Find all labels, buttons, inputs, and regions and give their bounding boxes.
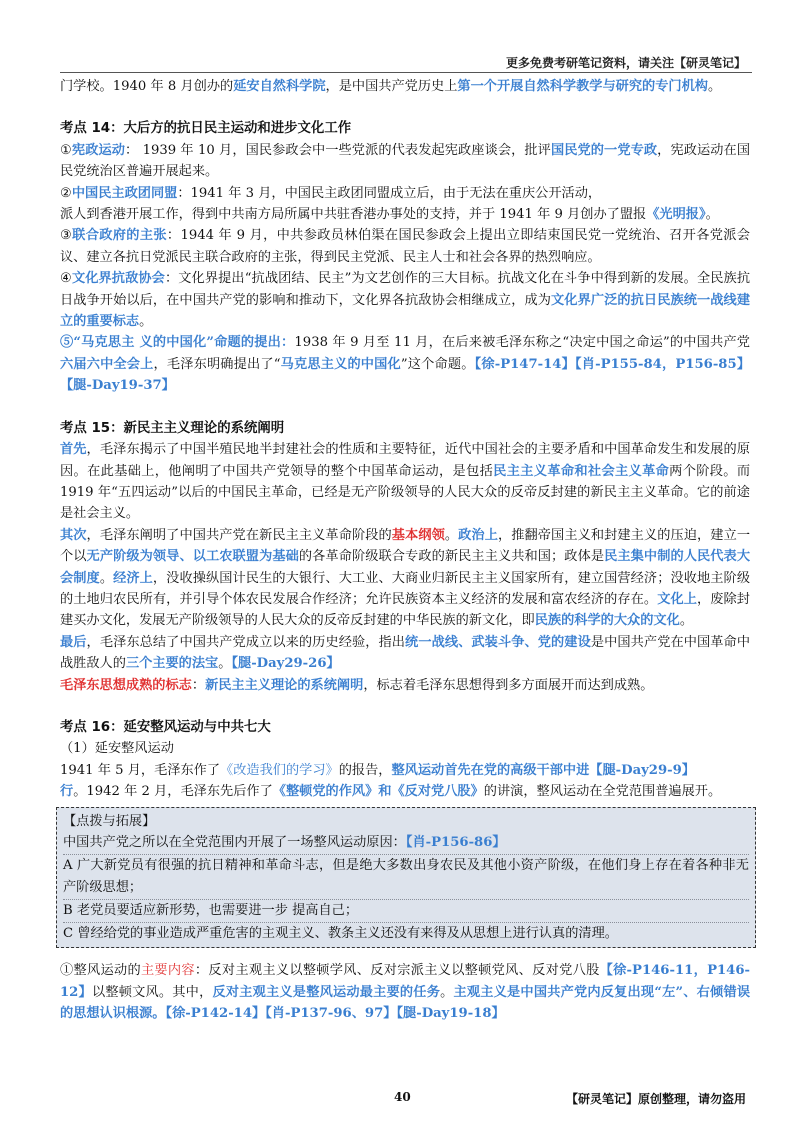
s14-item-1: ①宪政运动： 1939 年 10 月，国民参政会中一些党派的代表发起宪政座谈会，批评国民党的一党专政，宪政运动在国民党统治区普遍开展起来。 bbox=[60, 142, 751, 180]
tips-box-item-a: A 广大新党员有很强的抗日精神和革命斗志，但是绝大多数出身农民及其他小资产阶级，在他们身上存在着各种非无产阶级思想； bbox=[63, 858, 749, 895]
tips-box-item-c: C 曾经给党的事业造成严重危害的主观主义、教条主义还没有来得及从思想上进行认真的清理。 bbox=[63, 925, 618, 941]
s16-paragraph-1: 1941 年 5 月，毛泽东作了《改造我们的学习》的报告，整风运动首先在党的高级干部中进【腿-Day29-9】 行。1942 年 2 月，毛泽东先后作了《整顿党的作风》和《反对党八股》的讲演，整风运动在全党范围普遍展开。 bbox=[60, 762, 722, 800]
s14-item-4: ④文化界抗敌协会：文化界提出“抗战团结、民主”为文艺创作的三大目标。抗战文化在斗争中得到新的发展。全民族抗日战争开始以后，在中国共产党的影响和推动下，文化界各抗敌协会相继成立，成为文化界广泛的抗日民族统一战线建立的重要标志。 bbox=[60, 271, 751, 330]
s14-item-5: ⑤“马克思主 义的中国化”命题的提出：1938 年 9 月至 11 月，在后来被毛泽东称之“决定中国之命运”的中国共产党六届六中全会上，毛泽东明确提出了“马克思主义的中国化”这个命题。【徐-P147-14】【肖-P155-84，P156-85】【腿-Day19-37】 bbox=[60, 335, 751, 394]
section-16-title: 考点 16：延安整风运动与中共七大 bbox=[60, 719, 271, 735]
s15-paragraph-1: 首先，毛泽东揭示了中国半殖民地半封建社会的性质和主要特征，近代中国社会的主要矛盾和中国革命发生和发展的原因。在此基础上，他阐明了中国共产党领导的整个中国革命运动，是包括民主主义革命和社会主义革命两个阶段。而 1919 年“五四运动”以后的中国民主革命，已经是无产阶级领导的人民大众的反帝反封建的新民主主义革命。它的前途是社会主义。 bbox=[60, 442, 751, 522]
s15-paragraph-3: 最后，毛泽东总结了中国共产党成立以来的历史经验，指出统一战线、武装斗争、党的建设是中国共产党在中国革命中战胜敌人的三个主要的法宝。【腿-Day29-26】 bbox=[60, 634, 751, 672]
s15-paragraph-4: 毛泽东思想成熟的标志：新民主主义理论的系统阐明，标志着毛泽东思想得到多方面展开而达到成熟。 bbox=[60, 677, 654, 693]
s15-paragraph-2: 其次，毛泽东阐明了中国共产党在新民主主义革命阶段的基本纲领。政治上，推翻帝国主义和封建主义的压迫，建立一个以无产阶级为领导、以工农联盟为基础的各革命阶级联合专政的新民主主义共和国；政体是民主集中制的人民代表大会制度。经济上，没收操纵国计民生的大银行、大工业、大商业归新民主主义国家所有，建立国营经济；没收地主阶级的土地归农民所有，并引导个体农民发展合作经济；允许民族资本主义经济的发展和富农经济的存在。文化上，废除封建买办文化，发展无产阶级领导的人民大众的反帝反封建的中华民族的新文化，即民族的科学的大众的文化。 bbox=[60, 527, 751, 629]
page-body bbox=[60, 76, 750, 1025]
s14-item-2: ②中国民主政团同盟：1941 年 3 月，中国民主政团同盟成立后，由于无法在重庆公开活动， 派人到香港开展工作，得到中共南方局所属中共驻香港办事处的支持，并于 1941 年 9 月创办了盟报《光明报》。 bbox=[60, 185, 719, 223]
s16-subtitle: （1）延安整风运动 bbox=[60, 741, 174, 757]
reference-tag: 【徐-P142-14】【肖-P137-96、97】【腿-Day19-18】 bbox=[165, 1006, 505, 1022]
reference-tag: 【腿-Day29-26】 bbox=[231, 656, 340, 672]
tips-box bbox=[56, 807, 756, 949]
tips-box-item-b: B 老党员要适应新形势，也需要进一步 提高自己； bbox=[63, 902, 359, 918]
footer-note: 【研灵笔记】原创整理，请勿盗用 bbox=[565, 1092, 746, 1106]
reference-tag: 【腿-Day29-9】 bbox=[589, 762, 695, 778]
section-14-title: 考点 14：大后方的抗日民主运动和进步文化工作 bbox=[60, 121, 352, 137]
section-15-title: 考点 15：新民主主义理论的系统阐明 bbox=[60, 420, 285, 436]
tips-box-question: 中国共产党之所以在全党范围内开展了一场整风运动原因：【肖-P156-86】 bbox=[63, 835, 506, 851]
page-number: 40 bbox=[394, 1090, 411, 1104]
tips-box-title: 【点拨与拓展】 bbox=[63, 813, 156, 829]
rectification-paragraph: ①整风运动的主要内容：反对主观主义以整顿学风、反对宗派主义以整顿党风、反对党八股【徐-P146-11，P146-12】以整顿文风。其中，反对主观主义是整风运动最主要的任务。主观主义是中国共产党内反复出现“左”、右倾错误的思想认识根源。【徐-P142-14】【肖-P137-96、97】【腿-Day19-18】 bbox=[60, 963, 751, 1022]
header-note: 更多免费考研笔记资料，请关注【研灵笔记】 bbox=[505, 56, 746, 70]
intro-paragraph: 门学校。1940 年 8 月创办的延安自然科学院，是中国共产党历史上第一个开展自然科学教学与研究的专门机构。 bbox=[60, 79, 722, 94]
reference-tag: 【徐-P147-14】【肖-P155-84，P156-85】【腿-Day19-37】 bbox=[60, 356, 751, 394]
s14-item-3: ③联合政府的主张：1944 年 9 月，中共参政员林伯渠在国民参政会上提出立即结束国民党一党统治、召开各党派会议、建立各抗日党派民主联合政府的主张，得到民主党派、民主人士和社会各界的热烈响应。 bbox=[60, 228, 750, 265]
header-divider bbox=[60, 72, 752, 73]
